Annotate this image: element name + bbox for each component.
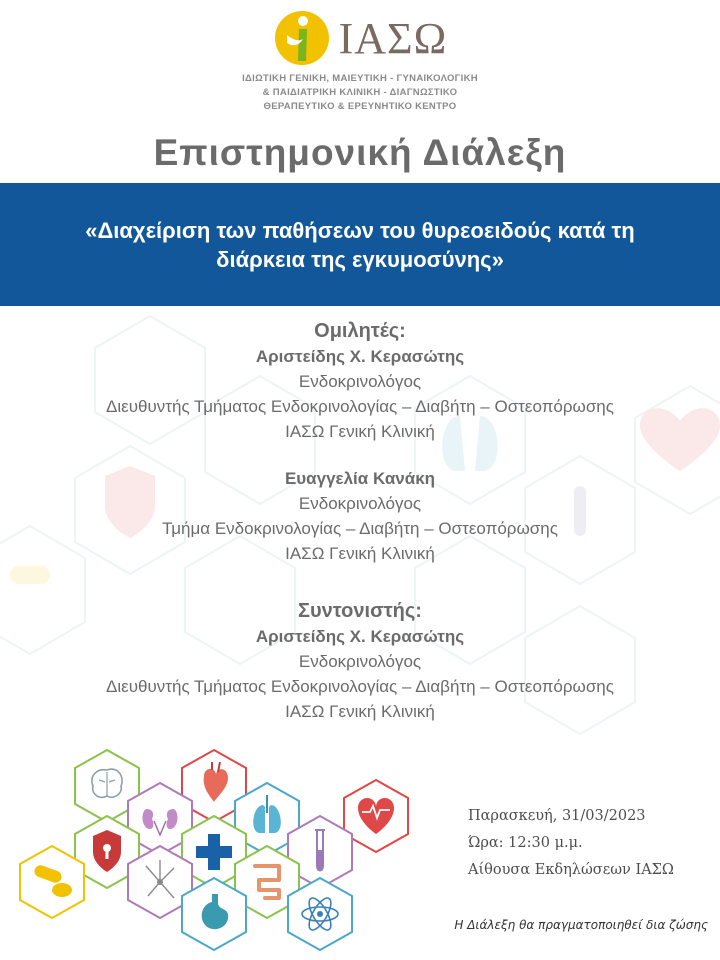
logo-subtitle-line: ΙΔΙΩΤΙΚΗ ΓΕΝΙΚΗ, ΜΑΙΕΥΤΙΚΗ - ΓΥΝΑΙΚΟΛΟΓΙΚΗ [242, 73, 478, 84]
speaker-detail: Τμήμα Ενδοκρινολογίας – Διαβήτη – Οστεοπόρωσης [162, 519, 558, 538]
logo [0, 8, 720, 114]
lecture-details [0, 318, 720, 724]
event-time: Ώρα: 12:30 μ.μ. [468, 835, 583, 851]
speaker-detail: Διευθυντής Τμήματος Ενδοκρινολογίας – Διαβήτη – Οστεοπόρωσης [106, 397, 614, 416]
coordinator-name: Αριστείδης Χ. Κερασώτης [255, 627, 465, 646]
event-venue: Αίθουσα Εκδηλώσεων ΙΑΣΩ [468, 862, 674, 878]
speaker-detail: ΙΑΣΩ Γενική Κλινική [285, 422, 435, 441]
page-title: Επιστημονική Διάλεξη [153, 132, 567, 173]
lecture-title-line: «Διαχείριση των παθήσεων του θυρεοειδούς κατά τη [85, 217, 635, 243]
speakers-heading: Ομιλητές: [314, 320, 406, 342]
logo-subtitle [0, 72, 720, 114]
speaker-detail: Ενδοκρινολόγος [298, 372, 422, 391]
heartbeat-icon [344, 780, 408, 852]
iaso-logo-icon [273, 9, 331, 67]
logo-subtitle-line: ΘΕΡΑΠΕΥΤΙΚΟ & ΕΡΕΥΝΗΤΙΚΟ ΚΕΝΤΡΟ [263, 101, 457, 112]
speaker-name: Ευαγγελία Κανάκη [284, 469, 436, 488]
medical-icons-cluster [10, 748, 420, 953]
event-info [468, 803, 674, 884]
speaker-name: Αριστείδης Χ. Κερασώτης [255, 347, 465, 366]
logo-subtitle-line: & ΠΑΙΔΙΑΤΡΙΚΗ ΚΛΙΝΙΚΗ - ΔΙΑΓΝΩΣΤΙΚΟ [262, 87, 458, 98]
speaker-detail: Ενδοκρινολόγος [298, 494, 422, 513]
logo-brand: ΙΑΣΩ [338, 13, 448, 63]
speaker-detail: ΙΑΣΩ Γενική Κλινική [285, 544, 435, 563]
coordinator-detail: ΙΑΣΩ Γενική Κλινική [285, 702, 435, 721]
attendance-note: Η Διάλεξη θα πραγματοποιηθεί δια ζώσης [454, 918, 708, 932]
event-date: Παρασκευή, 31/03/2023 [468, 808, 646, 824]
coordinator-detail: Διευθυντής Τμήματος Ενδοκρινολογίας – Διαβήτη – Οστεοπόρωσης [106, 677, 614, 696]
coordinator-heading: Συντονιστής: [298, 600, 422, 622]
lecture-banner [0, 183, 720, 306]
coordinator-detail: Ενδοκρινολόγος [298, 652, 422, 671]
lecture-title [30, 216, 690, 274]
lecture-title-line: διάρκεια της εγκυμοσύνης» [216, 246, 504, 272]
